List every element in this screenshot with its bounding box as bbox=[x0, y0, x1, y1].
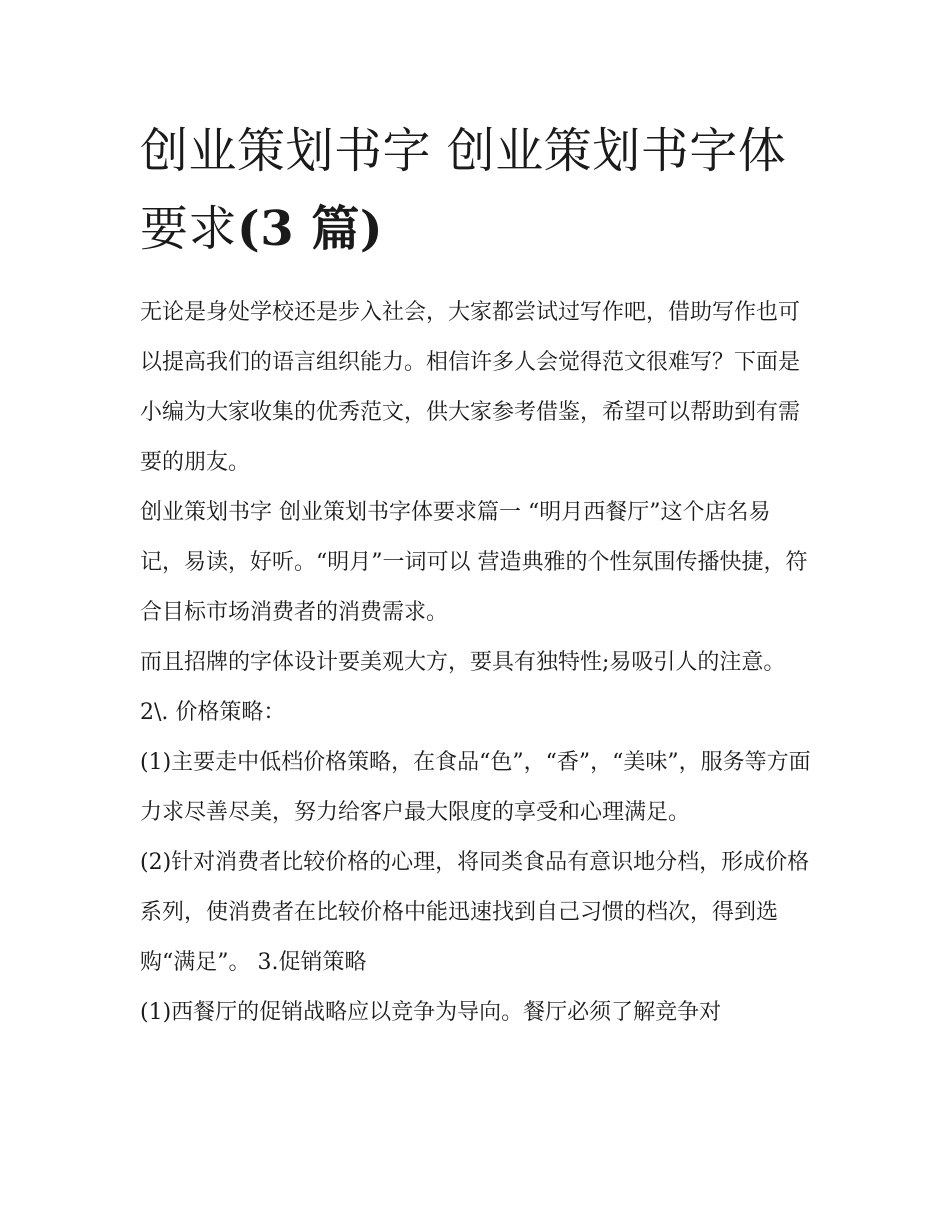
paragraph-intro: 无论是身处学校还是步入社会，大家都尝试过写作吧，借助写作也可以提高我们的语言组织能力。相信许多人会觉得范文很难写？下面是小编为大家收集的优秀范文，供大家参考借鉴，希望可以帮助到有需要的朋友。 bbox=[140, 300, 801, 475]
document-title bbox=[140, 112, 812, 268]
paragraph-price-1: (1)主要走中低档价格策略，在食品“色”，“香”，“美味”，服务等方面力求尽善尽美，努力给客户最大限度的享受和心理满足。 bbox=[140, 750, 811, 825]
document-body bbox=[140, 288, 812, 1038]
paragraph-section-one: 创业策划书字 创业策划书字体要求篇一 “明月西餐厅”这个店名易记，易读，好听。“明月”一词可以 营造典雅的个性氛围传播快捷，符合目标市场消费者的消费需求。 bbox=[140, 500, 808, 625]
document-page bbox=[140, 112, 812, 1038]
document-title-main: 创业策划书字 创业策划书字体要求 bbox=[140, 123, 787, 257]
paragraph-price-2: (2)针对消费者比较价格的心理，将同类食品有意识地分档，形成价格系列，使消费者在比较价格中能迅速找到自己习惯的档次，得到选购“满足”。 3.促销策略 bbox=[140, 850, 810, 975]
document-title-suffix: (3 篇) bbox=[237, 201, 384, 257]
paragraph-signage: 而且招牌的字体设计要美观大方，要具有独特性;易吸引人的注意。 2\. 价格策略： bbox=[140, 650, 786, 725]
paragraph-promotion-1: (1)西餐厅的促销战略应以竞争为导向。餐厅必须了解竞争对 bbox=[140, 1000, 722, 1025]
